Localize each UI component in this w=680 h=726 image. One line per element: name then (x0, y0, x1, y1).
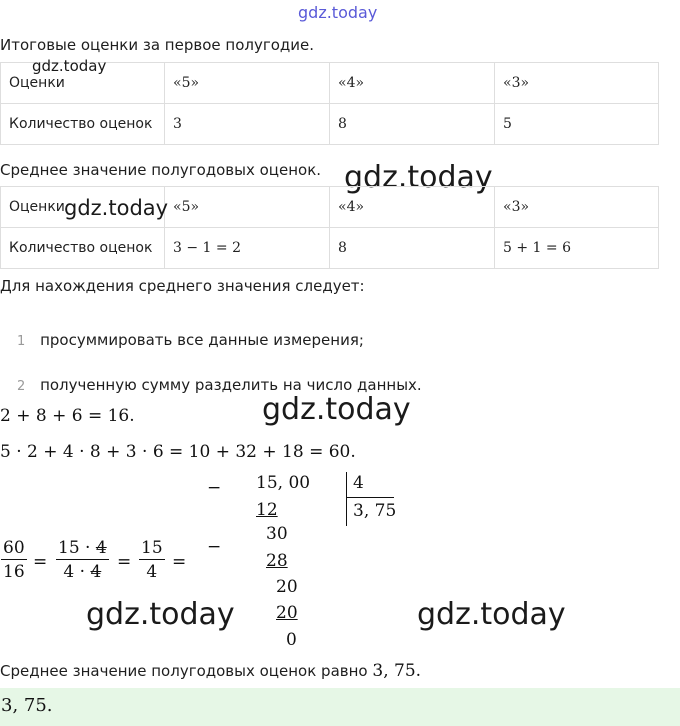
equals-sign: = (33, 552, 48, 572)
table-row (1, 104, 659, 145)
table-cell: «5» (165, 63, 330, 104)
table-cell: 8 (330, 228, 495, 269)
equation-sum-counts: 2 + 8 + 6 = 16. (0, 406, 135, 426)
table-cell: Количество оценок (1, 104, 165, 145)
dividend: 15, 00 (256, 473, 311, 493)
equation-weighted-sum: 5 · 2 + 4 · 8 + 3 · 6 = 10 + 32 + 18 = 60. (0, 442, 356, 462)
table-cell: Оценки (1, 187, 165, 228)
heading-average-grades: Среднее значение полугодовых оценок. (0, 161, 322, 179)
cancelled-digit: 4 (95, 538, 107, 558)
table-cell: «4» (330, 63, 495, 104)
subtrahend: 12 (256, 500, 278, 520)
table-row (1, 228, 659, 269)
watermark-bottom-left: gdz.today (86, 597, 235, 632)
fraction-denominator: 16 (3, 562, 25, 582)
table-cell: «4» (330, 187, 495, 228)
list-item (17, 331, 364, 349)
remainder: 20 (276, 577, 298, 597)
division-bar-vertical (346, 472, 347, 526)
table-cell: 3 − 1 = 2 (165, 228, 330, 269)
cancelled-digit: 4 (90, 562, 102, 582)
result-value: 3, 75. (372, 661, 422, 681)
fraction-reduced (56, 538, 109, 582)
minus-sign: − (207, 478, 222, 498)
table-cell: «3» (495, 63, 659, 104)
watermark-bottom-right: gdz.today (417, 597, 566, 632)
fraction-numerator: 60 (3, 538, 25, 558)
table-cell: 5 (495, 104, 659, 145)
list-text: просуммировать все данные измерения; (40, 331, 364, 349)
intro-text: Для нахождения среднего значения следует: (0, 277, 365, 295)
watermark-eq1: gdz.today (262, 392, 411, 427)
result-line (0, 661, 421, 681)
watermark-table1: gdz.today (32, 57, 107, 75)
answer-value: 3, 75. (1, 695, 53, 716)
watermark-top: gdz.today (298, 3, 378, 22)
result-text: Среднее значение полугодовых оценок равно (0, 662, 368, 680)
fraction-60-16 (1, 538, 27, 582)
fraction-15-4 (139, 538, 165, 582)
fraction-denominator: 4 (146, 562, 158, 582)
table-cell: 3 (165, 104, 330, 145)
subtrahend: 28 (266, 551, 288, 571)
table-cell: Количество оценок (1, 228, 165, 269)
list-text: полученную сумму разделить на число данных. (40, 376, 422, 394)
equals-sign: = (172, 552, 187, 572)
table-cell: 8 (330, 104, 495, 145)
divisor: 4 (353, 473, 364, 493)
watermark-table2: gdz.today (64, 196, 169, 220)
list-number: 2 (17, 379, 26, 394)
fraction-numerator: 15 · 4 (58, 538, 107, 558)
fraction-numerator: 15 (141, 538, 163, 558)
table-cell: 5 + 1 = 6 (495, 228, 659, 269)
division-bar-horizontal (346, 497, 394, 498)
fraction-denominator: 4 · 4 (63, 562, 102, 582)
quotient: 3, 75 (353, 501, 397, 521)
table-cell: «5» (165, 187, 330, 228)
heading-final-grades: Итоговые оценки за первое полугодие. (0, 36, 315, 54)
subtrahend: 20 (276, 603, 298, 623)
table-cell: «3» (495, 187, 659, 228)
minus-sign: − (207, 537, 222, 557)
equals-sign: = (117, 552, 132, 572)
answer-box (0, 688, 680, 726)
remainder: 0 (286, 630, 297, 650)
table-cell: Оценки (1, 63, 165, 104)
list-number: 1 (17, 334, 26, 349)
remainder: 30 (266, 524, 288, 544)
watermark-heading2: gdz.today (344, 160, 493, 195)
